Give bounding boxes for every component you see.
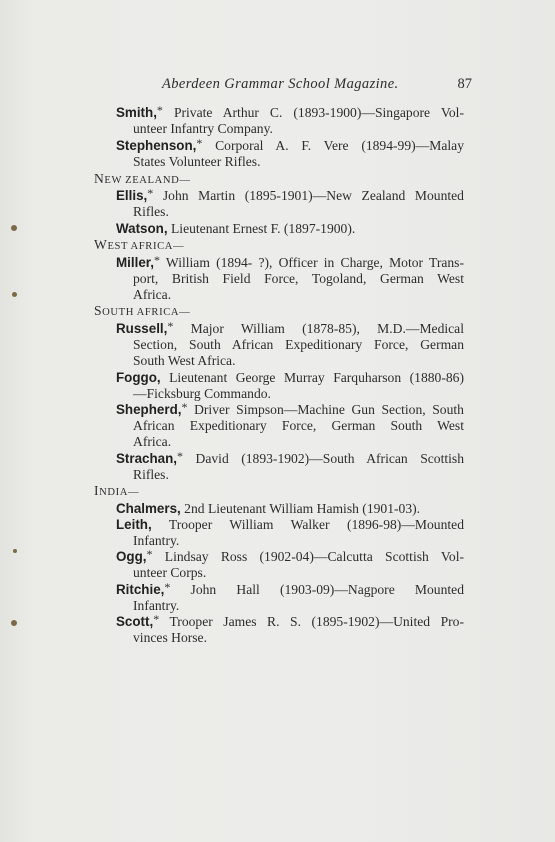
entry-text: John Hall (1903-09)—Nagpore Mounted [190, 582, 464, 597]
paper-blemish [12, 292, 17, 297]
surname: Strachan, [116, 451, 178, 466]
entry-text: unteer Infantry Company. [133, 120, 273, 136]
entry-ellis [116, 186, 464, 220]
decoration-star: * [167, 319, 174, 333]
section-heading-new-zealand: NEW ZEALAND— [94, 171, 191, 186]
entry-text: Major William (1878-85), M.D.—Medical [190, 321, 464, 336]
entry-text: States Volunteer Rifles. [133, 153, 261, 169]
entry-smith [116, 103, 464, 137]
section-heading-west-africa: WEST AFRICA— [94, 237, 185, 252]
surname: Stephenson, [116, 138, 197, 153]
entry-text: John Martin (1895-1901)—New Zealand Mounted [162, 188, 464, 203]
entry-text: Section, South African Expeditionary Force, German [133, 336, 464, 352]
entry-text: vinces Horse. [133, 629, 207, 645]
entry-text: Driver Simpson—Machine Gun Section, South [194, 402, 464, 417]
entry-text: Africa. [133, 286, 172, 302]
entry-text: unteer Corps. [133, 564, 207, 580]
surname: Chalmers, [116, 501, 181, 516]
entry-leith [116, 515, 464, 549]
surname: Ellis, [116, 188, 148, 203]
entry-ritchie [116, 580, 464, 614]
entry-text: 2nd Lieutenant William Hamish (1901-03). [184, 501, 421, 516]
magazine-title: Aberdeen Grammar School Magazine. [162, 76, 399, 92]
entry-scott [116, 612, 464, 646]
surname: Foggo, [116, 370, 161, 385]
decoration-star: * [153, 612, 160, 626]
entry-text: David (1893-1902)—South African Scottish [195, 451, 465, 466]
surname: Ritchie, [116, 582, 165, 597]
decoration-star: * [146, 547, 153, 561]
surname: Leith, [116, 517, 152, 532]
entry-text: South West Africa. [133, 352, 236, 368]
entry-text: Infantry. [133, 597, 180, 613]
entry-miller [116, 253, 464, 303]
entry-russell [116, 319, 464, 369]
surname: Watson, [116, 221, 168, 236]
decoration-star: * [147, 186, 154, 200]
entry-text: Lieutenant George Murray Farquharson (1880-86) [169, 370, 464, 385]
paper-blemish [13, 549, 17, 553]
paper-blemish [11, 620, 17, 626]
paper-blemish [11, 225, 17, 231]
section-heading-india: INDIA— [94, 483, 140, 498]
entry-text: Rifles. [133, 203, 169, 219]
entry-text: Africa. [133, 433, 172, 449]
entry-text: —Ficksburg Commando. [133, 385, 271, 401]
decoration-star: * [181, 400, 188, 414]
entry-text: William (1894- ?), Officer in Charge, Motor Trans- [165, 255, 464, 270]
entry-text: Trooper William Walker (1896-98)—Mounted [168, 517, 464, 532]
surname: Ogg, [116, 549, 147, 564]
entry-stephenson [116, 136, 464, 170]
entry-text: Corporal A. F. Vere (1894-99)—Malay [215, 138, 464, 153]
section-heading-south-africa: SOUTH AFRICA— [94, 303, 191, 318]
surname: Shepherd, [116, 402, 182, 417]
entry-text: Trooper James R. S. (1895-1902)—United Pro- [169, 614, 464, 629]
page-number: 87 [457, 76, 472, 92]
surname: Russell, [116, 321, 168, 336]
entry-text: Lindsay Ross (1902-04)—Calcutta Scottish Vol- [164, 549, 465, 564]
entry-foggo [116, 368, 464, 402]
decoration-star: * [177, 449, 184, 463]
decoration-star: * [196, 136, 203, 150]
surname: Scott, [116, 614, 154, 629]
surname: Miller, [116, 255, 154, 270]
entry-text: Lieutenant Ernest F. (1897-1900). [170, 221, 356, 236]
decoration-star: * [156, 103, 163, 117]
surname: Smith, [116, 105, 157, 120]
entry-watson [116, 219, 464, 237]
entry-text: African Expeditionary Force, German South West [133, 417, 464, 433]
entry-text: port, British Field Force, Togoland, German West [133, 270, 464, 286]
entry-text: Rifles. [133, 466, 169, 482]
entry-ogg [116, 547, 464, 581]
entry-text: Private Arthur C. (1893-1900)—Singapore Vol- [173, 105, 464, 120]
entry-text: Infantry. [133, 532, 180, 548]
decoration-star: * [153, 253, 160, 267]
running-header [92, 76, 472, 96]
decoration-star: * [164, 580, 171, 594]
entry-strachan [116, 449, 464, 483]
entry-shepherd [116, 400, 464, 450]
